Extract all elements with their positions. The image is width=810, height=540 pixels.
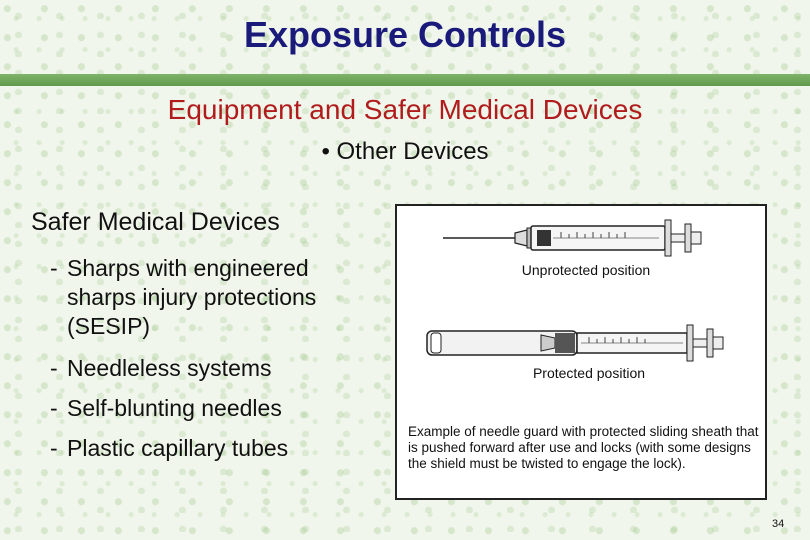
list-dash: -	[50, 395, 58, 421]
list-item	[50, 254, 370, 354]
list-item	[50, 434, 370, 474]
list-dash: -	[50, 355, 58, 381]
protected-syringe-drawing	[423, 321, 727, 365]
list-item-text: Sharps with engineered sharps injury protections (SESIP)	[67, 255, 317, 339]
sub-bullet: • Other Devices	[321, 138, 489, 165]
figure-description: Example of needle guard with protected sliding sheath that is pushed forward after use and locks (with some designs the shield must be twisted to engage the lock).	[408, 424, 759, 471]
syringe-figure	[395, 204, 767, 500]
caption-unprotected: Unprotected position	[521, 262, 651, 278]
slide-title: Exposure Controls	[243, 14, 567, 55]
list-item	[50, 394, 370, 434]
title-divider	[0, 74, 810, 86]
section-heading: Safer Medical Devices	[31, 208, 280, 236]
page-number: 34	[772, 518, 785, 530]
unprotected-syringe-drawing	[441, 216, 711, 260]
list-item-text: Plastic capillary tubes	[67, 435, 289, 461]
list-dash: -	[50, 255, 58, 281]
list-item	[50, 354, 370, 394]
device-list	[50, 254, 370, 474]
list-dash: -	[50, 435, 58, 461]
list-item-text: Self-blunting needles	[67, 395, 282, 421]
list-item-text: Needleless systems	[67, 355, 272, 381]
slide-subtitle: Equipment and Safer Medical Devices	[167, 94, 643, 125]
caption-protected: Protected position	[532, 365, 646, 381]
